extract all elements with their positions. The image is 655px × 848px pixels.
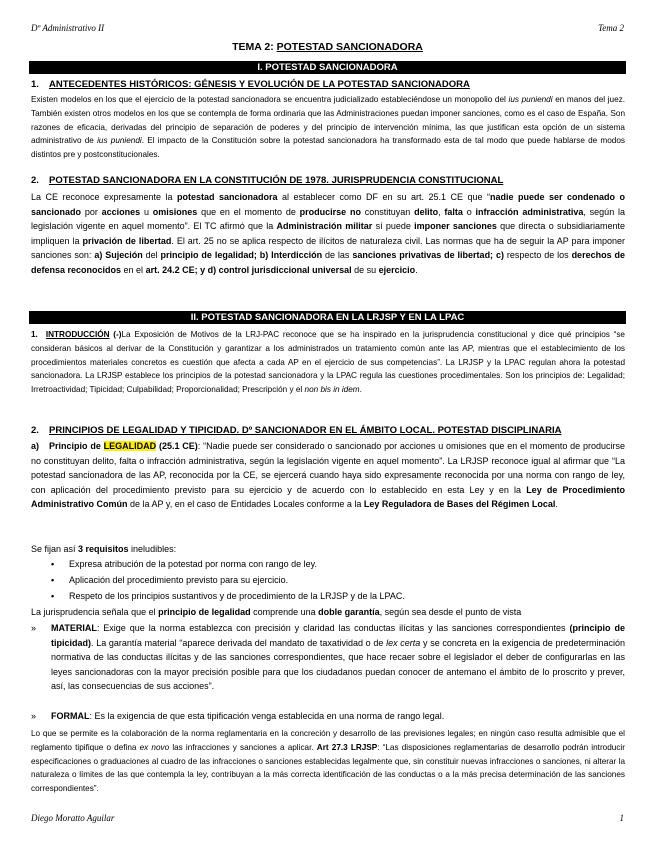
- text-run: La jurisprudencia señala que el: [31, 607, 159, 617]
- bullet-icon: •: [51, 591, 55, 601]
- paragraph-legalidad: [31, 439, 625, 512]
- heading-number: 2.: [31, 425, 39, 436]
- bold-run: imponer sanciones: [414, 221, 497, 232]
- bold-run: acciones: [101, 206, 141, 217]
- italic-run: ex novo: [139, 742, 170, 752]
- text-run: constituyan: [360, 206, 415, 217]
- bold-run: Art 27.3 LRJSP: [316, 742, 378, 752]
- header-course: Dº Administrativo II: [31, 23, 105, 33]
- text-run: Existen modelos en los que el ejercicio de la potestad sancionadora se encuentra judicializado estableciéndose un monopolio del: [31, 95, 509, 104]
- paragraph-formal: [51, 709, 625, 724]
- text-run: ineludibles:: [128, 544, 177, 554]
- text-run: : “Las disposiciones reglamentarias de desarrollo podrán introducir especificaciones o graduaciones al cuadro de las infracciones o sanciones establecidas legalmente que, sin constituir nuevas infracciones o sanciones, ni alterar la naturaleza o límites de las que contempla la ley, contribuyan a la más correcta identificación de las conductas o a la más precisa determinación de las sanciones correspondientes”.: [31, 742, 625, 794]
- bold-run: art. 24.2 CE; y d) control jurisdiccional universal: [145, 264, 352, 275]
- text-run: : Exige que la norma establezca con precisión y claridad las conductas ilícitas y las sanciones correspondientes: [96, 623, 570, 633]
- section-bar-2: II. POTESTAD SANCIONADORA EN LA LRJSP Y EN LA LPAC: [29, 311, 626, 324]
- list-item-text: Respeto de los principios sustantivos y de procedimiento de la LRJSP y de la LPAC.: [69, 591, 405, 601]
- heading-number: 1.: [31, 79, 39, 90]
- italic-run: ius puniendi: [508, 95, 553, 104]
- text-run: : “Nadie puede ser considerado o sancionado por acciones u omisiones que en el momento de producirse no constituyan delito, falta o infracción administrativa, según la legislación vigente en aquel momento”. La LRJSP reconoce igual al afirmar que “La potestad sancionadora de las AP, reconocida por la CE, se ejercerá cuando haya sido expresamente reconocida por una norma con rango de ley, con aplicación del procedimiento previsto para su ejercicio y de acuerdo con lo establecido en esta Ley y en la: [31, 441, 626, 495]
- section-bar-1: I. POTESTAD SANCIONADORA: [29, 61, 626, 74]
- heading-introduccion: INTRODUCCIÓN: [45, 330, 110, 339]
- bold-run: Administración militar: [276, 221, 373, 232]
- text-run: al establecer como DF en su art. 25.1 CE que “: [277, 192, 491, 202]
- bold-run: derechos de defensa reconocidos: [31, 250, 625, 275]
- list-item-text: Aplicación del procedimiento previsto para su ejercicio.: [69, 575, 289, 585]
- bold-run: falta: [444, 206, 463, 217]
- bold-run: privación de libertad: [82, 235, 172, 246]
- text-run: . El art. 25 no se aplica respecto de ilícitos de naturaleza civil. Las normas que ha de seguir la AP para imponer sanciones son:: [31, 235, 625, 261]
- list-item: [51, 589, 405, 604]
- text-run: respecto de los: [503, 250, 572, 261]
- bold-run: delito: [414, 206, 439, 217]
- text-run: del: [142, 250, 161, 261]
- list-item: [51, 557, 317, 572]
- italic-run: lex certa: [386, 637, 421, 648]
- text-run: sí puede: [372, 221, 415, 232]
- text-run: de la AP y, en el caso de Entidades Locales conforme a la: [127, 499, 364, 510]
- bold-run: 3 requisitos: [78, 544, 129, 554]
- bold-run: (principio de tipicidad): [51, 623, 625, 648]
- paragraph-material: [51, 621, 625, 694]
- highlighted-term: LEGALIDAD: [103, 441, 157, 451]
- text-run: La CE reconoce expresamente la: [31, 192, 178, 202]
- footer-author: Diego Moratto Aguilar: [31, 813, 115, 823]
- heading-text: PRINCIPIOS DE LEGALIDAD Y TIPICIDAD. Dº SANCIONADOR EN EL ÁMBITO LOCAL. POTESTAD DISCIPLINARIA: [49, 425, 562, 436]
- italic-run: non bis in idem: [304, 385, 360, 395]
- list-item-text: Expresa atribución de la potestad por norma con rango de ley.: [69, 559, 317, 569]
- raquo-marker: »: [31, 623, 37, 633]
- bold-run: FORMAL: [51, 711, 90, 721]
- text-run: , según sea desde el punto de vista: [379, 607, 522, 617]
- bold-run: Principio de: [49, 441, 104, 451]
- text-run: ,: [438, 206, 445, 217]
- bold-run: Ley de Procedimiento Administrativo Común: [31, 484, 626, 510]
- bold-run: nadie puede ser condenado o sancionado: [31, 192, 625, 217]
- bold-run: principio de legalidad: [158, 607, 251, 617]
- text-run: que directa o subsidiariamente impliquen la: [31, 221, 625, 246]
- heading-number: 1.: [31, 330, 38, 339]
- page-title: [0, 41, 655, 53]
- bold-run: infracción administrativa: [475, 206, 584, 217]
- title-prefix: TEMA 2:: [232, 41, 277, 53]
- text-run: .: [555, 499, 558, 510]
- text-run: Se fijan así: [31, 544, 79, 554]
- paragraph-introduccion: [31, 328, 625, 397]
- bold-run: potestad sancionadora: [177, 192, 278, 202]
- heading-text: ANTECEDENTES HISTÓRICOS: GÉNESIS Y EVOLUCIÓN DE LA POTESTAD SANCIONADORA: [49, 79, 470, 90]
- bold-run: Ley Reguladora de Bases del Régimen Local: [363, 499, 556, 510]
- paragraph-antecedentes: [31, 93, 625, 162]
- heading-constitucion: [31, 175, 503, 186]
- text-run: La Exposición de Motivos de la LRJ-PAC reconoce que se ha inspirado en la jurisprudencia constitucional y dice qué principios “se consideran básicos al derivar de la Constitución y garantizar a los administrados un tratamiento común ante las AP, mientras que el establecimiento de los procedimientos materiales concretos es cuestión que afecta a cada AP en el ejercicio de sus competencias”. La LRJSP y la LPAC regulan ahora la potestad sancionadora. La LRJSP establece los principios de la potestad sancionadora y la LPAC regula las cuestiones procedimentales. Son los principios de: Legalidad; Irretroactividad; Tipicidad; Culpabilidad; Proporcionalidad; Prescripción y el: [31, 330, 625, 395]
- paragraph-requisitos: [31, 542, 625, 557]
- heading-legalidad-tipicidad: [31, 425, 561, 436]
- title-underlined: POTESTAD SANCIONADORA: [276, 41, 423, 53]
- text-run: : Es la exigencia de que esta tipificación venga establecida en una norma de rango legal.: [89, 711, 445, 721]
- text-run: de su: [351, 264, 379, 275]
- text-run: de las: [322, 250, 353, 261]
- text-run: , según la legislación vigente en aquel momento”. El TC afirmó que la: [31, 206, 626, 232]
- bold-run: MATERIAL: [51, 623, 97, 633]
- bold-run: sanciones privativas de libertad; c): [352, 250, 504, 261]
- text-run: en manos del juez. También existen otros modelos en los que se contempla de forma ordinaria que las Administraciones puedan imponer sanciones, como es el caso de España. Son razones de eficacia, derivadas del principio de separación de poderes y del principio de intervención mínima, las que justifican esta opción de un sistema administrativo de: [31, 95, 625, 146]
- heading-text: POTESTAD SANCIONADORA EN LA CONSTITUCIÓN DE 1978. JURISPRUDENCIA CONSTITUCIONAL: [49, 175, 504, 186]
- bold-run: (25.1 CE): [156, 441, 198, 451]
- page-number: 1: [619, 813, 624, 823]
- text-run: . La garantía material “aparece derivada del mandato de taxatividad o de: [91, 637, 387, 648]
- bold-run: principio de legalidad; b) Interdicción: [160, 250, 323, 261]
- header-topic: Tema 2: [598, 23, 624, 33]
- italic-run: ius puniendi: [97, 136, 142, 146]
- heading-suffix: (-): [109, 330, 122, 339]
- text-run: por: [81, 206, 102, 217]
- paragraph-constitucion: [31, 190, 625, 278]
- heading-antecedentes: [31, 79, 470, 90]
- bold-run: ejercicio: [378, 264, 416, 275]
- bold-run: producirse no: [299, 206, 361, 217]
- paragraph-jurisprudencia: [31, 605, 625, 620]
- text-run: .: [415, 264, 418, 275]
- bullet-icon: •: [51, 575, 55, 585]
- raquo-marker: »: [31, 711, 37, 721]
- bullet-icon: •: [51, 559, 55, 569]
- text-run: . El impacto de la Constitución sobre la potestad sancionadora ha transformado esta de tal modo que puede hablarse de modos distintos pre y postconstitucionales.: [31, 136, 626, 160]
- text-run: en el: [121, 264, 146, 275]
- text-run: o: [462, 206, 476, 217]
- list-label: a): [31, 441, 40, 451]
- text-run: .: [359, 385, 362, 395]
- text-run: que en el momento de: [197, 206, 300, 217]
- heading-number: 2.: [31, 175, 39, 186]
- bold-run: omisiones: [152, 206, 198, 217]
- paragraph-reglamento: [31, 727, 625, 796]
- text-run: Lo que se permite es la colaboración de la norma reglamentaria en la concreción y desarrollo de las previsiones legales; en ningún caso resulta admisible que el reglamento tipifique o defina: [31, 729, 625, 752]
- text-run: y se concreta en la exigencia de predeterminación normativa de las conductas ilícitas y de las sanciones correspondientes, que hace recaer sobre el legislador el deber de configurarlas en las leyes sancionadoras con la mayor precisión posible para que los ciudadanos puedan conocer de antemano el ámbito de lo proscrito y prever, así, las consecuencias de sus acciones”.: [51, 637, 626, 692]
- text-run: u: [140, 206, 153, 217]
- list-item: [51, 573, 288, 588]
- text-run: las infracciones y sanciones a aplicar.: [169, 742, 317, 752]
- bold-run: a) Sujeción: [94, 250, 143, 261]
- text-run: comprende una: [250, 607, 319, 617]
- bold-run: doble garantía: [318, 607, 380, 617]
